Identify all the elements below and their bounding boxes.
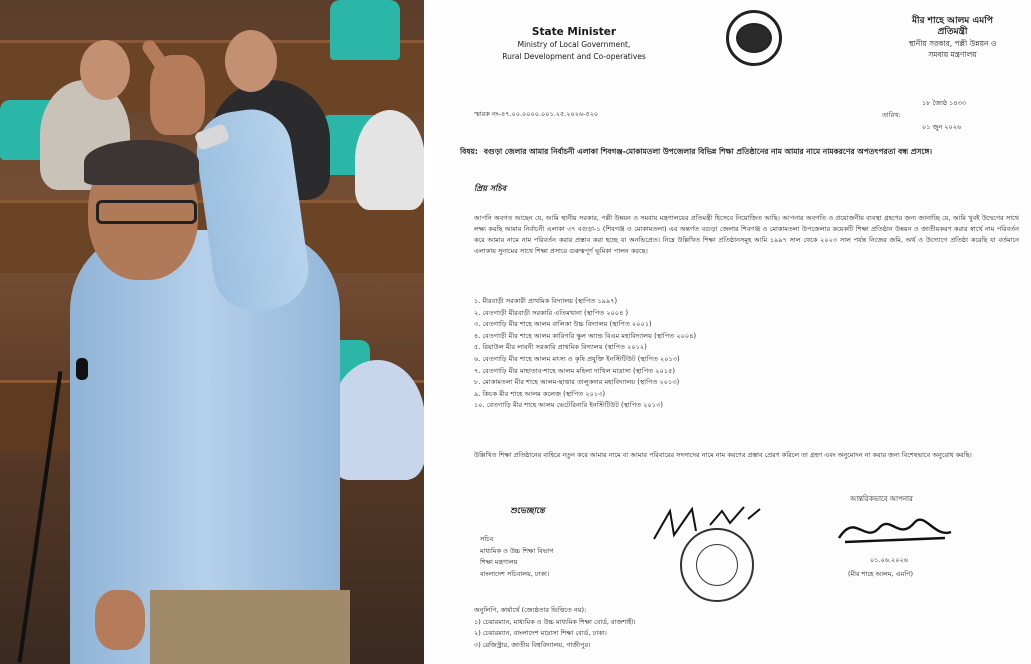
cc-heading: অনুলিপি, কার্যার্থে (জ্যেষ্ঠতার ভিত্তিতে নয়):	[474, 606, 587, 614]
emblem-inner	[736, 23, 772, 53]
signature-date: ০১.০৬.২০২৬	[870, 556, 908, 564]
ministry-bn-line-1: স্থানীয় সরকার, পল্লী উন্নয়ন ও	[908, 39, 997, 48]
ministry-bn-line-2: সমবায় মন্ত্রণালয়	[928, 50, 977, 59]
letterhead-title: State Minister	[531, 26, 617, 38]
list-item: ১. মীরবাড়ী সরকারী প্রাথমিক বিদ্যালয় (স্থাপিত ১৯৯৭)	[474, 297, 618, 305]
memo-reference: স্মারক নং-৪৭.০০.০০০০.০০১.২৫.২০২৬-৫২০	[474, 110, 599, 118]
seat	[330, 0, 400, 60]
cc-item: ৩) রেজিস্ট্রার, জাতীয় বিশ্ববিদ্যালয়, গাজীপুর।	[474, 640, 591, 649]
date-gregorian: ০১ জুন ২০২৬	[922, 123, 962, 131]
subject-text: বগুড়া জেলার আমার নির্বাচনী এলাকা শিবগঞ্জ-মোকামতলা উপজেলার বিভিন্ন শিক্ষা প্রতিষ্ঠানের নাম আমার নামে নামকরণের অপতৎপরতা বন্ধ প্রসঙ্গে।	[483, 147, 933, 156]
recipient-line: মাধ্যমিক ও উচ্চ শিক্ষা বিভাগ	[480, 546, 554, 555]
list-item: ২. বেতগাড়ী মীরবাড়ী সরকারি এতিমখানা (স্থাপিত ২০০৪ )	[474, 308, 629, 317]
body-paragraph-1: আপনি অবগত আছেন যে, আমি স্থানীয় সরকার, পল্লী উন্নয়ন ও সমবায় মন্ত্রণালয়ের প্রতিমন্ত্রী হিসেবে নিয়োজিত আছি। আপনার অবগতি ও প্রয়োজনীয় ব্যবস্থা গ্রহণের জন্য জানাচ্ছি যে, আমি খুবই উদ্বেগের সাথে লক্ষ্য করছি আমার নির্বাচনী এলাকা ৩৭ বগুড়া-১ (শিবগঞ্জ ও মোকামতলা) এর অন্তর্গত বগুড়া জেলার শিবগঞ্জ ও মোকামতলা উপজেলার কয়েকটি শিক্ষা প্রতিষ্ঠান উন্নয়ন ও জাতীয়করণ করার স্বার্থে নাম পরিবর্তন করে আমার নামে নাম পরিবর্তন করার প্রস্তাব করা হচ্ছে যা অনভিপ্রেত। নিম্নে উল্লিখিত শিক্ষা প্রতিষ্ঠানসমূহ আমি ১৯৯৭ সাল থেকে ২০২৩ সাল পর্যন্ত নিজের জমি, অর্থ ও উদ্যোগে প্রতিষ্ঠা করেছি যা বর্তমানে এলাকায় সুনামের সাথে শিক্ষা প্রসারে গুরুত্বপূর্ণ ভূমিকা পালন করছে।	[474, 214, 1019, 255]
list-item: ৭. বেতগাড়ি মীর মাহাতাব-শাহে আলম মহিলা দাখিল মাদ্রাসা (স্থাপিত ২০১৫)	[474, 366, 675, 375]
list-item: ৫. রিয়াউল মীর লাবনী সরকারি প্রাথমিক বিদ্যালয় (স্থাপিত ২০১২)	[474, 343, 647, 352]
government-emblem-icon	[726, 10, 782, 66]
closing-greeting: শুভেচ্ছান্তে	[510, 506, 545, 515]
background-person	[330, 360, 424, 480]
body-paragraph-2: উল্লিখিত শিক্ষা প্রতিষ্ঠানের বাহিরে নতুন করে আমার নামে বা আমার পরিবারের সদস্যদের নামে নাম করণের প্রস্তাব প্রেরণ করিলে তা গ্রহণ এবং অনুমোদন না করার জন্য বিশেষভাবে অনুরোধ করছি।	[474, 451, 972, 459]
list-item: ৪. বেতগাড়ী মীর শাহে আলম কারিগরি স্কুল অ্যান্ড বিএম মহাবিদ্যালয় (স্থাপিত ২০০৪)	[474, 331, 697, 340]
lower-hand	[95, 590, 145, 650]
recipient-line: বাংলাদেশ সচিবালয়, ঢাকা।	[480, 569, 550, 578]
minister-title: প্রতিমন্ত্রী	[937, 27, 968, 37]
official-letter	[430, 0, 1031, 664]
signature-icon	[835, 508, 955, 548]
ministry-line-2: Rural Development and Co-operatives	[502, 52, 646, 61]
microphone-head	[76, 358, 88, 380]
list-item: ১০. বেতগাড়ি মীর শাহে আলম ভেটেরিনারি ইনস্টিটিউট (স্থাপিত ২০১৩)	[474, 401, 663, 410]
letterhead-right	[885, 16, 1020, 60]
letterhead-left	[474, 26, 674, 62]
subject-line	[460, 146, 1020, 158]
trousers	[150, 590, 350, 664]
list-item: ৮. মোকামতলা মীর শাহে আলম-ছাত্তার তালুকদার মহাবিদ্যালয় (স্থাপিত ২০১৩)	[474, 378, 680, 387]
ministry-line-1: Ministry of Local Government,	[517, 40, 631, 49]
institution-list	[474, 296, 696, 412]
parliament-photo	[0, 0, 424, 664]
background-person-head	[225, 30, 277, 92]
cc-item: ১) চেয়ারম্যান, মাধ্যমিক ও উচ্চ মাধ্যমিক শিক্ষা বোর্ড, রাজশাহী।	[474, 617, 636, 626]
subject-label: বিষয়:	[460, 147, 478, 156]
date-bengali-calendar: ১৮ জ্যৈষ্ঠ ১৪৩৩	[922, 99, 967, 107]
man-hair	[84, 140, 199, 185]
closing-right: আন্তরিকভাবে আপনার	[850, 495, 913, 503]
recipient-line: শিক্ষা মন্ত্রণালয়	[480, 558, 518, 566]
office-seal-icon	[680, 528, 754, 602]
seal-inner-ring	[696, 544, 738, 586]
list-item: ৩. বেতগাড়ি মীর শাহে আলম বালিকা উচ্চ বিদ্যালয় (স্থাপিত ২০০১)	[474, 320, 652, 329]
background-person	[355, 110, 424, 210]
copy-to-list	[474, 605, 636, 651]
signatory-name: (মীর শাহে আলম, এমপি)	[848, 570, 913, 578]
minister-name: মীর শাহে আলম এমপি	[912, 16, 993, 26]
background-person-head	[80, 40, 130, 100]
salutation: প্রিয় সচিব	[474, 184, 507, 193]
cc-item: ২) চেয়ারম্যান, বাংলাদেশ মাদ্রাসা শিক্ষা বোর্ড, ঢাকা।	[474, 629, 607, 637]
list-item: ৬. বেতগাড়ি মীর শাহে আলম মৎস্য ও কৃষি প্রযুক্তি ইনস্টিটিউট (স্থাপিত ২০১৩)	[474, 354, 680, 363]
list-item: ৯. কিচক মীর শাহে আলম কলেজ (স্থাপিত ২০১৩)	[474, 389, 606, 398]
date-label: তারিখ:	[882, 111, 901, 119]
recipient-block	[480, 534, 554, 580]
recipient-line: সচিব	[480, 535, 494, 543]
eyeglasses	[96, 200, 197, 224]
